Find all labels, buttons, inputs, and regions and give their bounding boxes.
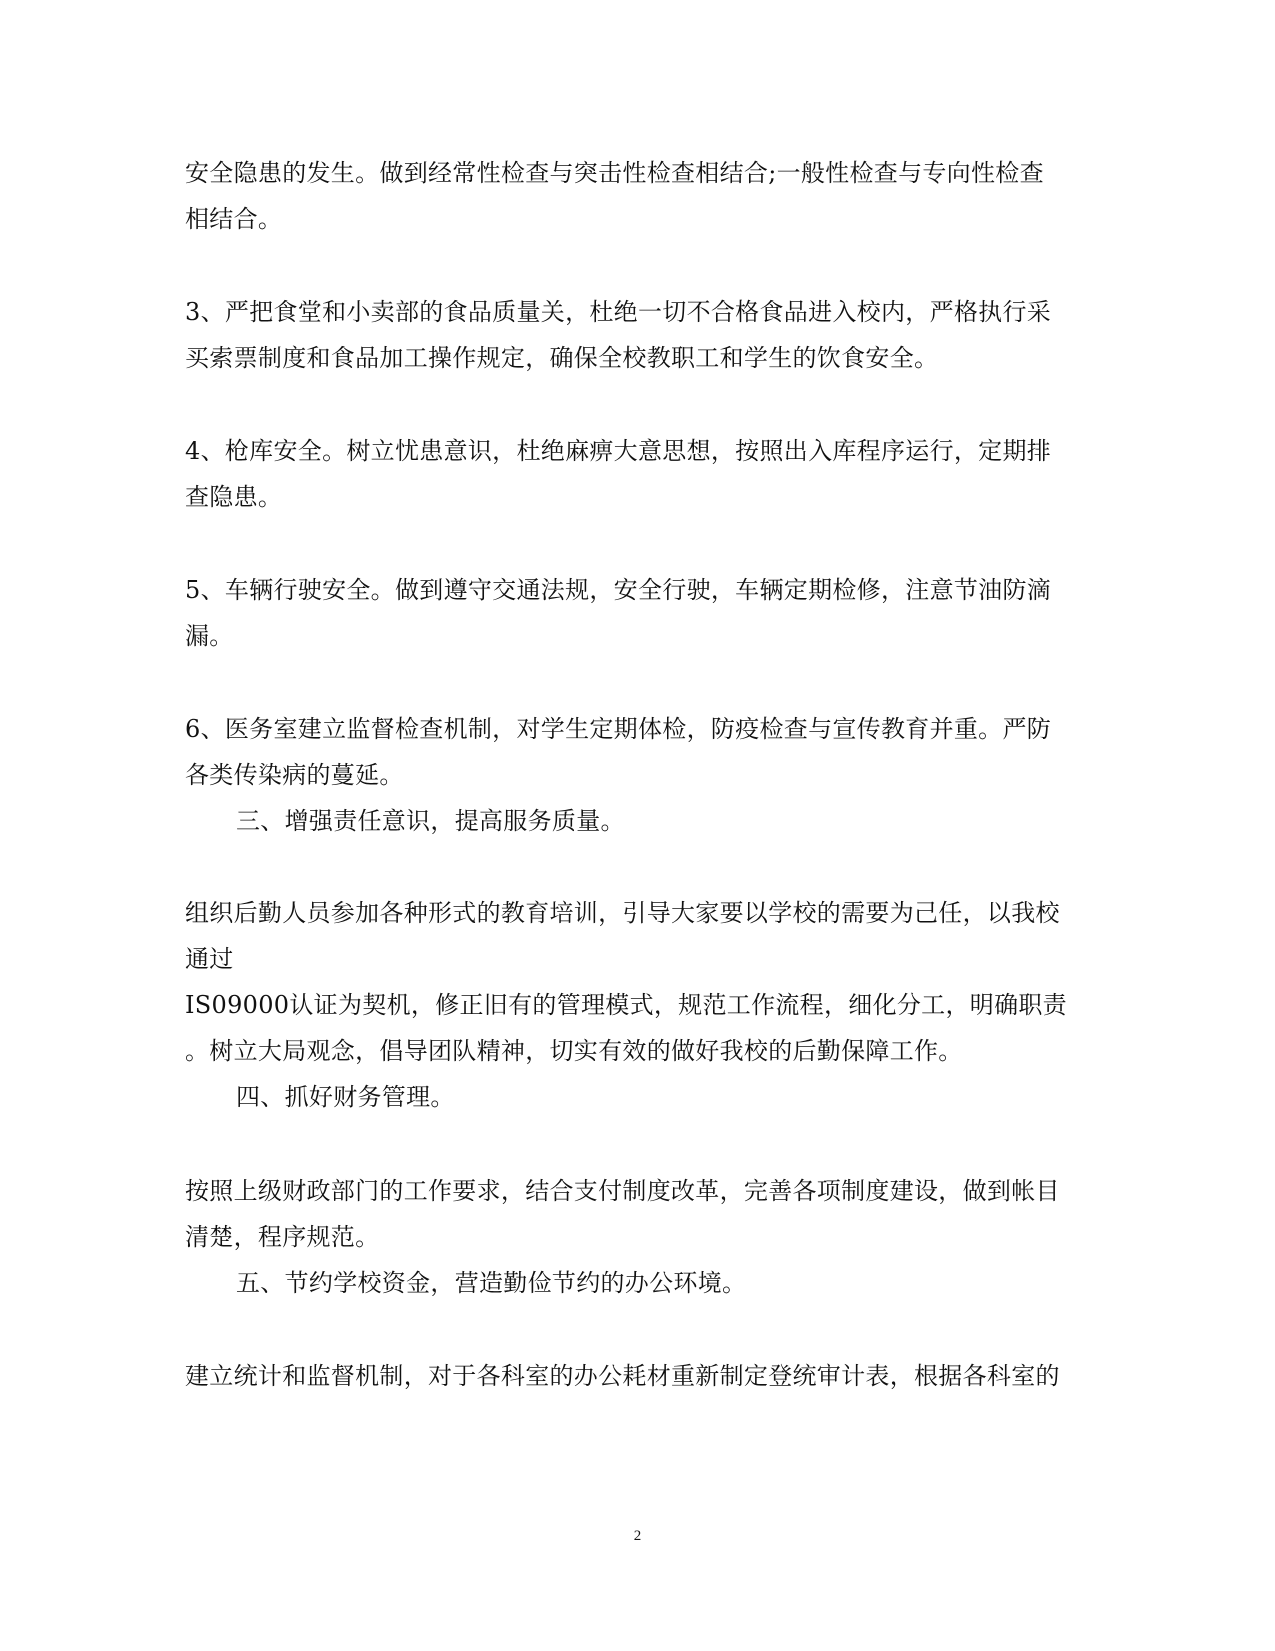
- section-heading: 三、增强责任意识，提高服务质量。: [236, 807, 625, 835]
- text-line: 查隐患。: [185, 483, 283, 511]
- text-line: 相结合。: [185, 205, 283, 233]
- text-line: 按照上级财政部门的工作要求，结合支付制度改革，完善各项制度建设，做到帐目: [185, 1177, 1060, 1205]
- text-line: 6、医务室建立监督检查机制，对学生定期体检，防疫检查与宣传教育并重。严防: [185, 715, 1052, 743]
- text-line: 5、车辆行驶安全。做到遵守交通法规，安全行驶，车辆定期检修，注意节油防滴: [185, 576, 1052, 604]
- text-line: 4、枪库安全。树立忧患意识，杜绝麻痹大意思想，按照出入库程序运行，定期排: [185, 437, 1052, 465]
- text-line: 清楚，程序规范。: [185, 1223, 380, 1251]
- text-line: 建立统计和监督机制，对于各科室的办公耗材重新制定登统审计表，根据各科室的: [185, 1362, 1060, 1390]
- text-line: 3、严把食堂和小卖部的食品质量关，杜绝一切不合格食品进入校内，严格执行采: [185, 298, 1052, 326]
- text-line: 安全隐患的发生。做到经常性检查与突击性检查相结合;一般性检查与专向性检查: [185, 159, 1044, 187]
- section-heading: 四、抓好财务管理。: [236, 1083, 455, 1111]
- text-line: 组织后勤人员参加各种形式的教育培训，引导大家要以学校的需要为己任，以我校: [185, 899, 1060, 927]
- text-line: 漏。: [185, 622, 234, 650]
- text-line: 买索票制度和食品加工操作规定，确保全校教职工和学生的饮食安全。: [185, 344, 939, 372]
- page-number: 2: [633, 1528, 642, 1544]
- text-line: IS09000认证为契机，修正旧有的管理模式，规范工作流程，细化分工，明确职责: [185, 991, 1067, 1019]
- text-line: 各类传染病的蔓延。: [185, 761, 404, 789]
- section-heading: 五、节约学校资金，营造勤俭节约的办公环境。: [236, 1269, 747, 1297]
- text-line: 。树立大局观念，倡导团队精神，切实有效的做好我校的后勤保障工作。: [185, 1037, 963, 1065]
- text-line: 通过: [185, 945, 234, 973]
